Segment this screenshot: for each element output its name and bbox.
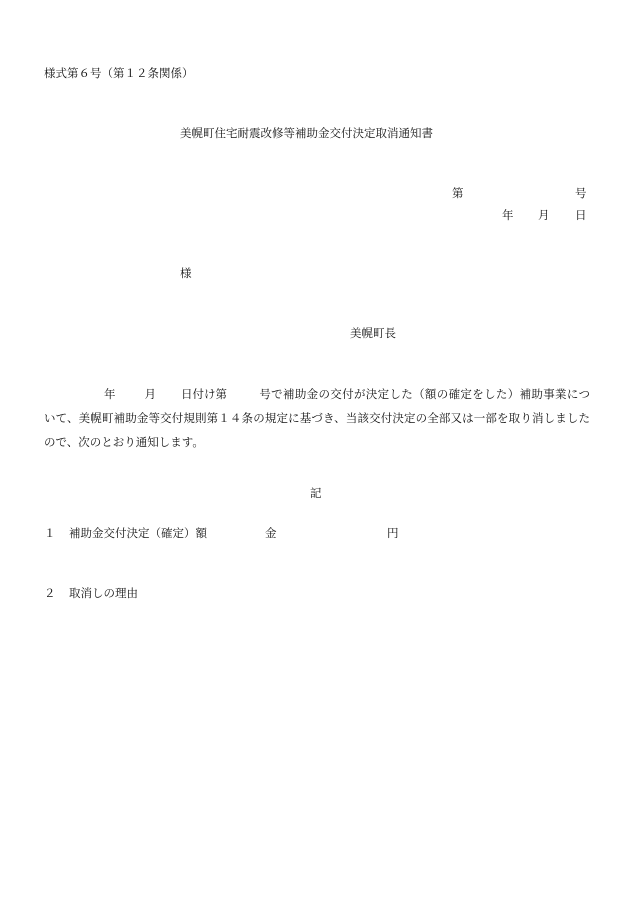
sender-title: 美幌町長	[350, 326, 396, 340]
body-date-tsuki: 月	[144, 387, 156, 401]
addressee-sama: 様	[180, 266, 192, 280]
item1-number: １	[44, 526, 56, 540]
body-date-nen: 年	[104, 387, 116, 401]
date-tsuki: 月	[538, 208, 550, 222]
item1-yen: 円	[387, 526, 399, 540]
date-nen: 年	[502, 208, 514, 222]
body-date-hizuke-dai: 日付け第	[181, 387, 227, 401]
item1-kin: 金	[265, 526, 277, 540]
form-label: 様式第６号（第１２条関係）	[44, 66, 194, 80]
reference-dai: 第	[452, 186, 464, 200]
body-text: 号で補助金の交付が決定した（額の確定をした）補助事業について、美幌町補助金等交付規則第１４条の規定に基づき、当該交付決定の全部又は一部を取り消しましたので、次のとおり通知します。	[44, 387, 590, 449]
item2-label: 取消しの理由	[69, 586, 138, 600]
item1-label: 補助金交付決定（確定）額	[69, 526, 207, 540]
date-hi: 日	[575, 208, 587, 222]
document-title: 美幌町住宅耐震改修等補助金交付決定取消通知書	[180, 126, 433, 140]
ki-heading: 記	[310, 486, 322, 500]
reference-go: 号	[575, 186, 587, 200]
item2-number: ２	[44, 586, 56, 600]
body-paragraph	[44, 382, 590, 454]
